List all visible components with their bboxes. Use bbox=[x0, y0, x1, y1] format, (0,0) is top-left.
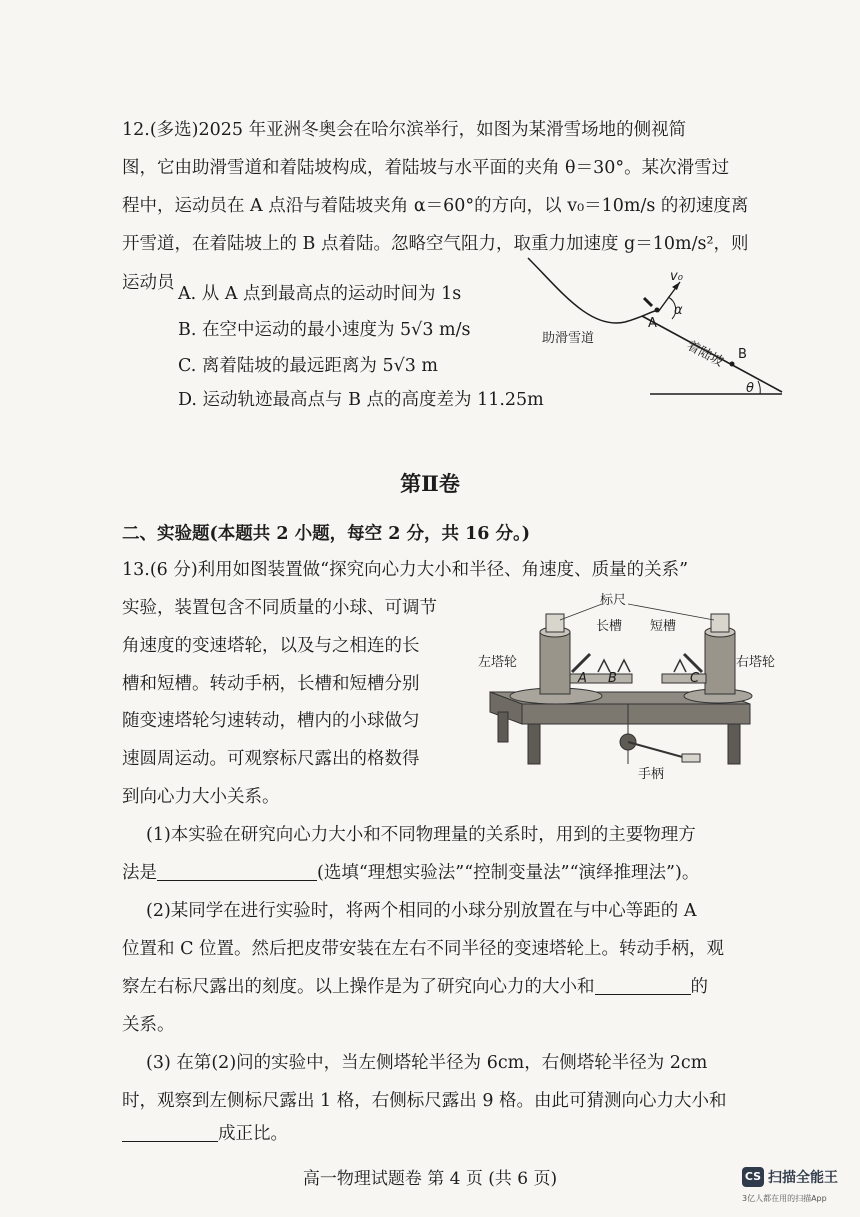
ruler-label: 标尺 bbox=[600, 593, 627, 608]
position-c-label: C bbox=[690, 671, 700, 686]
q13-wrap-line-2: 角速度的变速塔轮，以及与之相连的长 bbox=[122, 636, 420, 656]
left-wheel-label: 左塔轮 bbox=[478, 655, 518, 670]
handle-label: 手柄 bbox=[638, 767, 665, 782]
q13-wrap-line-6: 到向心力大小关系。 bbox=[122, 787, 280, 807]
q13-p3-line-1: (3) 在第(2)问的实验中，当左侧塔轮半径为 6cm，右侧塔轮半径为 2cm bbox=[146, 1053, 708, 1073]
page-footer: 高一物理试题卷 第 4 页 (共 6 页) bbox=[302, 1169, 558, 1189]
q12-option-d: D. 运动轨迹最高点与 B 点的高度差为 11.25m bbox=[178, 390, 544, 410]
q12-option-b: B. 在空中运动的最小速度为 5√3 m/s bbox=[178, 320, 471, 340]
alpha-label: α bbox=[674, 303, 683, 318]
section-header: 二、实验题(本题共 2 小题，每空 2 分，共 16 分。) bbox=[122, 524, 531, 544]
q12-line-4: 开雪道，在着陆坡上的 B 点着陆。忽略空气阻力，取重力加速度 g＝10m/s²，则 bbox=[122, 234, 749, 254]
apparatus-figure bbox=[478, 592, 778, 782]
scanner-app-name: 扫描全能王 bbox=[768, 1170, 838, 1186]
q13-p2-line-4: 关系。 bbox=[122, 1015, 175, 1035]
short-groove-label: 短槽 bbox=[650, 619, 677, 634]
q13-wrap-line-4: 随变速塔轮匀速转动，槽内的小球做匀 bbox=[122, 711, 420, 731]
q13-p1-line-1: (1)本实验在研究向心力大小和不同物理量的关系时，用到的主要物理方 bbox=[146, 825, 696, 845]
long-groove-label: 长槽 bbox=[596, 619, 623, 634]
ski-slope-figure bbox=[520, 250, 790, 400]
q12-line-5: 运动员 bbox=[122, 273, 175, 293]
q13-line-1: 13.(6 分)利用如图装置做“探究向心力大小和半径、角速度、质量的关系” bbox=[122, 560, 689, 580]
scanner-logo-badge: CS bbox=[742, 1167, 764, 1187]
position-b-label: B bbox=[608, 671, 617, 686]
q13-p2-line-3 bbox=[122, 975, 708, 999]
point-b-label: B bbox=[738, 347, 747, 362]
q13-p2-suffix: 的 bbox=[690, 977, 708, 997]
q13-p3-line-2: 时，观察到左侧标尺露出 1 格，右侧标尺露出 9 格。由此可猜测向心力大小和 bbox=[122, 1091, 727, 1111]
theta-label: θ bbox=[746, 381, 754, 396]
q13-p3-suffix: 成正比。 bbox=[218, 1124, 288, 1144]
q13-p1-prefix: 法是 bbox=[122, 863, 157, 883]
q13-p1-line-2 bbox=[122, 861, 699, 885]
q13-wrap-line-5: 速圆周运动。可观察标尺露出的格数得 bbox=[122, 749, 420, 769]
run-in-track-label: 助滑雪道 bbox=[542, 331, 595, 346]
q13-p2-answer-blank[interactable] bbox=[595, 976, 691, 995]
q13-p1-suffix: (选填“理想实验法”“控制变量法”“演绎推理法”)。 bbox=[317, 863, 700, 883]
point-a-label: A bbox=[648, 316, 657, 331]
q13-wrap-line-1: 实验，装置包含不同质量的小球、可调节 bbox=[122, 598, 437, 618]
q12-line-3: 程中，运动员在 A 点沿与着陆坡夹角 α＝60°的方向，以 v₀＝10m/s 的初速度离 bbox=[122, 196, 749, 216]
q13-p2-prefix: 察左右标尺露出的刻度。以上操作是为了研究向心力的大小和 bbox=[122, 977, 595, 997]
scanner-watermark bbox=[742, 1165, 852, 1209]
position-a-label: A bbox=[578, 671, 587, 686]
q13-p3-answer-blank[interactable] bbox=[122, 1123, 218, 1142]
section-title: 第Ⅱ卷 bbox=[400, 471, 460, 496]
q13-p3-line-3 bbox=[122, 1122, 288, 1146]
q12-line-2: 图，它由助滑雪道和着陆坡构成，着陆坡与水平面的夹角 θ＝30°。某次滑雪过 bbox=[122, 158, 730, 178]
q12-option-a: A. 从 A 点到最高点的运动时间为 1s bbox=[178, 284, 462, 304]
right-wheel-label: 右塔轮 bbox=[736, 655, 776, 670]
scanner-tagline: 3亿人都在用的扫描App bbox=[742, 1194, 827, 1203]
landing-slope-label: 着陆坡 bbox=[684, 338, 726, 370]
q13-p2-line-2: 位置和 C 位置。然后把皮带安装在左右不同半径的变速塔轮上。转动手柄，观 bbox=[122, 939, 725, 959]
q13-wrap-line-3: 槽和短槽。转动手柄，长槽和短槽分别 bbox=[122, 674, 420, 694]
q13-p2-line-1: (2)某同学在进行实验时，将两个相同的小球分别放置在与中心等距的 A bbox=[146, 901, 697, 921]
q12-line-1: 12.(多选)2025 年亚洲冬奥会在哈尔滨举行，如图为某滑雪场地的侧视简 bbox=[122, 120, 687, 140]
q12-option-c: C. 离着陆坡的最远距离为 5√3 m bbox=[178, 356, 439, 376]
q13-p1-answer-blank[interactable] bbox=[157, 862, 317, 881]
v0-label: v₀ bbox=[670, 269, 683, 284]
